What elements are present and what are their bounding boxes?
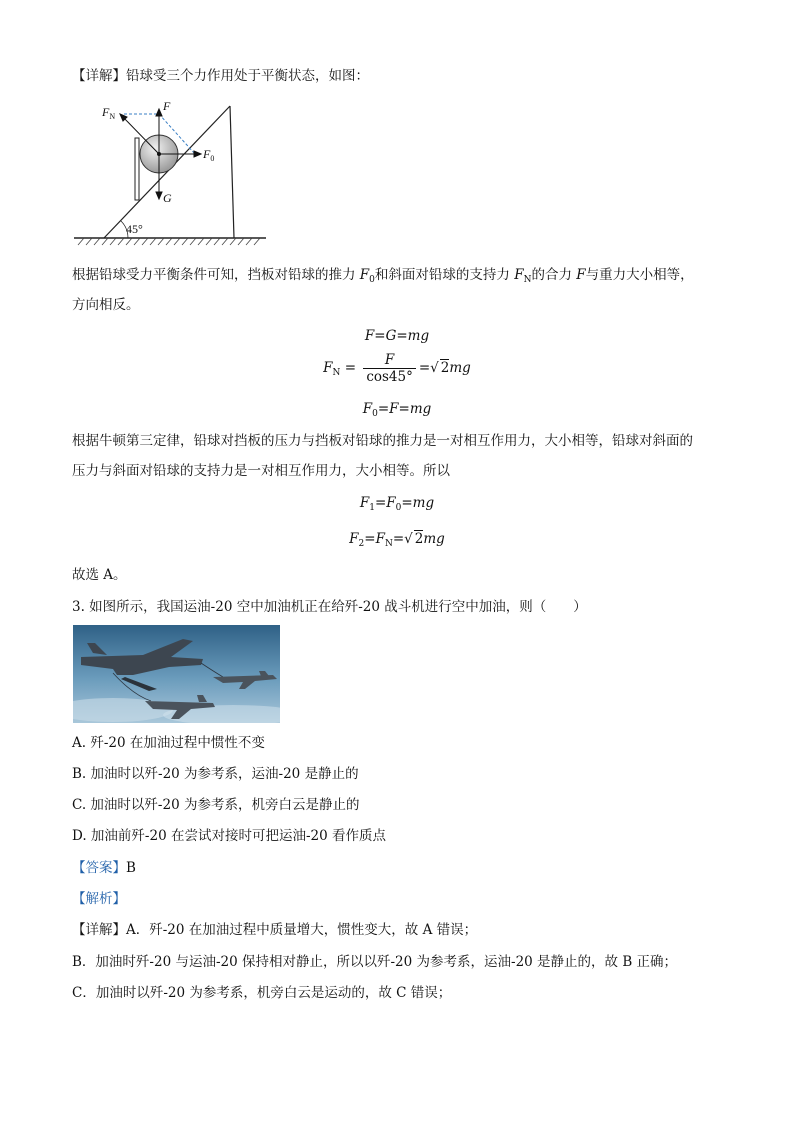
equation-5: $F_2=F_N=√$ 2mg: [349, 531, 445, 549]
detail-2-line-c: C．加油时以歼-20 为参考系，机旁白云是运动的，故 C 错误；: [72, 985, 452, 1001]
eq2-tail: mg: [449, 360, 471, 376]
label-f0: $F_0$: [203, 147, 215, 163]
eq4-a: F: [359, 495, 370, 511]
eq2-lhs-sub: N: [332, 368, 341, 378]
eq5-b: =F: [364, 531, 385, 547]
detail-tag: 【详解】: [72, 68, 126, 84]
paragraph-1-line-1: [72, 266, 694, 289]
var-fn: F: [514, 267, 524, 283]
equation-4: [0, 495, 794, 513]
eq4-b: =F: [374, 495, 396, 511]
para1-text-b: 和斜面对铅球的支持力: [374, 267, 515, 283]
para1-text-d: 与重力大小相等，: [585, 267, 694, 283]
eq2-denominator: cos45°: [366, 369, 413, 385]
eq5-a-sub: 2: [358, 539, 365, 549]
label-angle: 45°: [126, 222, 143, 236]
eq5-tail: mg: [423, 531, 445, 547]
equation-3: [0, 401, 794, 419]
paragraph-2-line-1: 根据牛顿第三定律，铅球对挡板的压力与挡板对铅球的推力是一对相互作用力，大小相等，铅球对斜面的: [72, 433, 693, 449]
label-fn: $F_N$: [102, 105, 116, 121]
paragraph-2-line-2: 压力与斜面对铅球的支持力是一对相互作用力，大小相等。所以: [72, 463, 450, 479]
force-diagram: [70, 96, 270, 246]
eq2-root: 2: [440, 360, 450, 376]
var-f0-sub: 0: [369, 275, 375, 285]
eq2-lhs: F: [323, 360, 333, 376]
refueling-photo: [73, 625, 280, 723]
eq2-equals: =: [344, 360, 357, 376]
answer-row: [72, 859, 136, 877]
eq4-rest: =mg: [401, 495, 435, 511]
eq5-a: F: [349, 531, 359, 547]
equation-2: $F_N$ = $\frac{F}{\cos 45^\circ}$ =√ 2mg: [323, 352, 471, 385]
paragraph-1-line-2: 方向相反。: [72, 297, 140, 313]
eq4-a-sub: 1: [369, 503, 375, 513]
ground: [74, 238, 266, 245]
var-f: F: [576, 267, 586, 283]
eq2-equals-2: =: [418, 360, 431, 376]
detail-paragraph-1: [72, 67, 369, 85]
var-fn-sub: N: [523, 275, 532, 285]
eq3-a: F: [362, 401, 373, 417]
option-c: C. 加油时以歼-20 为参考系，机旁白云是静止的: [72, 797, 360, 813]
analysis-tag: 【解析】: [72, 891, 126, 907]
label-f: F: [163, 99, 171, 113]
detail-2-tag: 【详解】: [72, 922, 126, 938]
eq2-numerator: F: [363, 352, 416, 369]
eq3-a-sub: 0: [372, 409, 378, 419]
eq2-fraction: [363, 352, 416, 385]
option-b: B. 加油时以歼-20 为参考系，运油-20 是静止的: [72, 766, 359, 782]
detail-2-text-a: A．歼-20 在加油过程中质量增大，惯性变大，故 A 错误；: [126, 922, 478, 938]
answer-value: B: [126, 860, 136, 876]
para1-text-c: 的合力: [531, 267, 577, 283]
para1-text-a: 根据铅球受力平衡条件可知，挡板对铅球的推力: [72, 267, 360, 283]
baffle-plate: [135, 138, 139, 200]
detail-2-line-a: [72, 921, 477, 939]
option-d: D. 加油前歼-20 在尝试对接时可把运油-20 看作质点: [72, 828, 386, 844]
eq3-rest: =F=mg: [377, 401, 432, 417]
eq4-b-sub: 0: [395, 503, 402, 513]
var-f0: F: [359, 267, 370, 283]
detail-text: 铅球受三个力作用处于平衡状态，如图：: [126, 68, 369, 84]
option-a: A. 歼-20 在加油过程中惯性不变: [72, 735, 265, 751]
eq5-equals: =: [392, 531, 405, 547]
refueling-photo-image: [73, 625, 280, 723]
equation-1: F=G=mg: [364, 328, 430, 344]
answer-tag: 【答案】: [72, 860, 126, 876]
eq5-b-sub: N: [384, 539, 393, 549]
eq5-root: 2: [414, 531, 424, 547]
detail-2-line-b: B．加油时歼-20 与运油-20 保持相对静止，所以以歼-20 为参考系，运油-20 是静止的，故 B 正确；: [72, 954, 678, 970]
label-g: G: [163, 191, 172, 205]
question-stem: 3. 如图所示，我国运油-20 空中加油机正在给歼-20 战斗机进行空中加油，则（ ）: [72, 599, 587, 615]
answer-choice-line: 故选 A。: [72, 567, 127, 583]
